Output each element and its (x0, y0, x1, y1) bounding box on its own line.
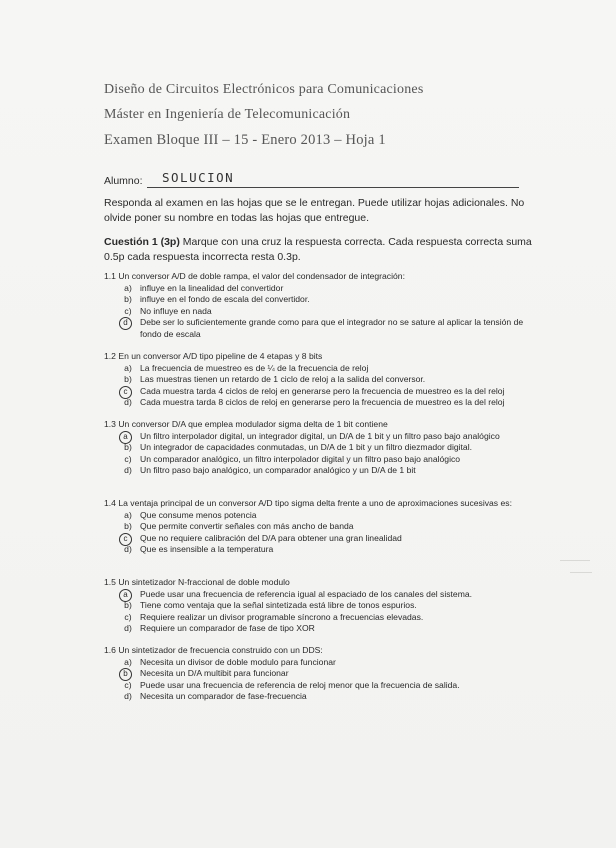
degree-title: Máster en Ingeniería de Telecomunicación (104, 107, 351, 122)
circled-answer: b (119, 668, 132, 681)
exam-title: Examen Bloque III – 15 - Enero 2013 – Hoja 1 (104, 132, 386, 148)
option-letter: a) (124, 282, 132, 293)
option-letter: d) (124, 623, 132, 633)
question-1-3 (104, 419, 544, 477)
option-text: Un integrador de capacidades conmutadas, un D/A de 1 bit y un filtro diezmador digital. (140, 442, 473, 452)
option-a-selected (104, 589, 544, 601)
question-text: 1.2 En un conversor A/D tipo pipeline de 4 etapas y 8 bits (104, 351, 323, 361)
option-text: influye en el fondo de escala del convertidor. (140, 294, 310, 304)
option-letter: d) (124, 691, 132, 701)
option-text: Que es insensible a la temperatura (140, 544, 274, 554)
option-letter: b) (124, 600, 132, 610)
option-text: La frecuencia de muestreo es de ¼ de la frecuencia de reloj (140, 362, 369, 373)
option-text: Requiere un comparador de fase de tipo XOR (140, 623, 315, 633)
option-c (104, 306, 544, 318)
option-letter: d) (124, 544, 132, 554)
option-text: Cada muestra tarda 8 ciclos de reloj en generarse pero la frecuencia de muestreo es la del reloj (140, 397, 505, 407)
option-a (104, 283, 544, 295)
option-letter: b) (124, 521, 132, 531)
question-1-6 (104, 645, 544, 703)
option-letter: a) (124, 656, 132, 667)
option-text: Las muestras tienen un retardo de 1 ciclo de reloj a la salida del conversor. (140, 374, 426, 384)
option-letter: d) (124, 465, 132, 475)
option-letter: c) (124, 453, 132, 464)
option-b (104, 600, 544, 612)
option-text: Tiene como ventaja que la señal sintetizada está libre de tonos espurios. (140, 600, 417, 610)
question-text: 1.3 Un conversor D/A que emplea modulador sigma delta de 1 bit contiene (104, 419, 388, 429)
option-text: Que consume menos potencia (140, 509, 257, 520)
student-name-row (104, 170, 524, 190)
option-letter: c) (124, 305, 132, 316)
option-text: Requiere realizar un divisor programable síncrono a frecuencias elevadas. (140, 611, 424, 622)
option-c-selected (104, 386, 544, 398)
question-1-2 (104, 351, 544, 409)
option-c (104, 454, 544, 466)
option-text: Cada muestra tarda 4 ciclos de reloj en generarse pero la frecuencia de muestreo es la del reloj (140, 385, 505, 396)
option-b (104, 521, 544, 533)
option-letter: d) (124, 397, 132, 407)
question-1-4 (104, 498, 544, 556)
circled-answer: c (119, 386, 132, 399)
option-text: Necesita un comparador de fase-frecuencia (140, 691, 307, 701)
exam-instructions: Responda al examen en las hojas que se le entregan. Puede utilizar hojas adicionales. No olvide poner su nombre en todas las hojas que entregue. (104, 197, 525, 224)
option-letter: a) (124, 362, 132, 373)
student-name-handwritten: SOLUCION (162, 170, 235, 185)
option-d (104, 623, 544, 635)
option-text: Que permite convertir señales con más ancho de banda (140, 521, 354, 531)
option-text: Un comparador analógico, un filtro interpolador digital y un filtro paso bajo analógico (140, 453, 461, 464)
option-letter: a) (124, 509, 132, 520)
option-text: Un filtro paso bajo analógico, un comparador analógico y un D/A de 1 bit (140, 465, 416, 475)
option-b (104, 294, 544, 306)
question-text: 1.6 Un sintetizador de frecuencia construido con un DDS: (104, 645, 323, 655)
option-c (104, 612, 544, 624)
question-text: 1.1 Un conversor A/D de doble rampa, el valor del condensador de integración: (104, 271, 405, 281)
option-letter: b) (124, 374, 132, 384)
option-text: Que no requiere calibración del D/A para obtener una gran linealidad (140, 532, 402, 543)
option-letter: b) (124, 294, 132, 304)
option-letter: b) (124, 442, 132, 452)
question-1-label: Cuestión 1 (3p) (104, 236, 180, 248)
option-text: Necesita un D/A multibit para funcionar (140, 668, 289, 678)
question-text: 1.5 Un sintetizador N-fraccional de doble modulo (104, 577, 290, 587)
option-b (104, 442, 544, 454)
option-d (104, 397, 544, 409)
option-c (104, 680, 544, 692)
circled-answer: a (119, 431, 132, 444)
option-text: Puede usar una frecuencia de referencia igual al espaciado de los canales del sistema. (140, 588, 473, 599)
option-text: No influye en nada (140, 305, 212, 316)
course-title: Diseño de Circuitos Electrónicos para Comunicaciones (104, 82, 424, 97)
question-1-text: Marque con una cruz la respuesta correcta. Cada respuesta correcta suma 0.5p cada respuesta incorrecta resta 0.3p. (104, 236, 532, 263)
option-text: Puede usar una frecuencia de referencia de reloj menor que la frecuencia de salida. (140, 679, 460, 690)
option-d (104, 544, 544, 556)
option-d (104, 465, 544, 477)
option-text: Un filtro interpolador digital, un integrador digital, un D/A de 1 bit y un filtro paso bajo analógico (140, 430, 500, 441)
option-c-selected (104, 533, 544, 545)
question-text: 1.4 La ventaja principal de un conversor A/D tipo sigma delta frente a uno de aproximaciones sucesivas es: (104, 498, 512, 508)
question-1-1 (104, 271, 544, 340)
option-text: Necesita un divisor de doble modulo para funcionar (140, 656, 336, 667)
option-a (104, 363, 544, 375)
scan-artifact (570, 572, 592, 573)
option-d-selected (104, 317, 544, 340)
option-b-selected (104, 668, 544, 680)
option-b (104, 374, 544, 386)
student-name-label: Alumno: (104, 175, 143, 187)
question-1-5 (104, 577, 544, 635)
option-a (104, 510, 544, 522)
option-letter: c) (124, 611, 132, 622)
option-text: Debe ser lo suficientemente grande como para que el integrador no se sature al aplicar la tensión de fondo de escala (140, 317, 524, 339)
option-a (104, 657, 544, 669)
option-d (104, 691, 544, 703)
circled-answer: c (119, 533, 132, 546)
option-letter: c) (124, 679, 132, 690)
scan-artifact (560, 560, 590, 561)
question-1-header (104, 235, 534, 265)
circled-answer: d (119, 317, 132, 330)
option-a-selected (104, 431, 500, 443)
student-name-line (147, 187, 519, 188)
circled-answer: a (119, 589, 132, 602)
option-text: influye en la linealidad del convertidor (140, 282, 284, 293)
